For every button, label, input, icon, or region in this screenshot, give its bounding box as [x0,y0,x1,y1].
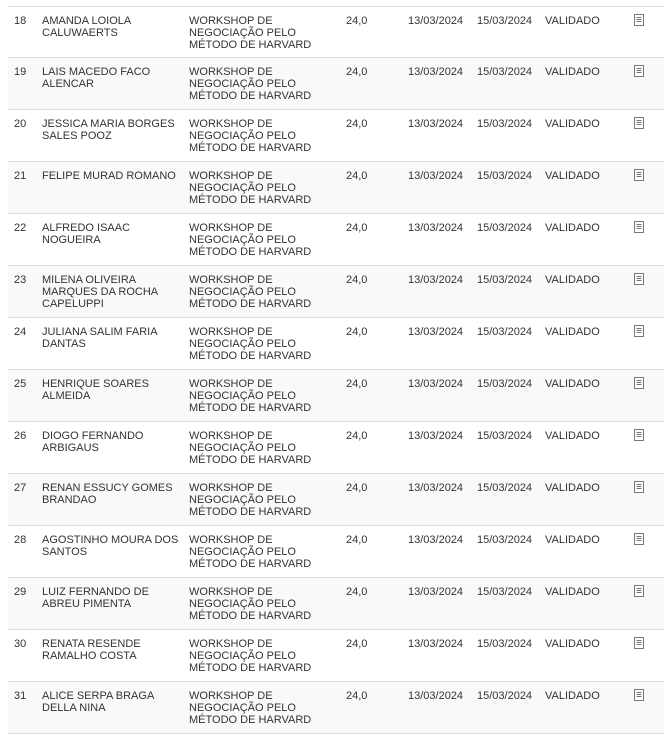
end-date: 15/03/2024 [477,586,533,598]
course-name: WORKSHOP DE NEGOCIAÇÃO PELO MÉTODO DE HARVARD [189,534,312,570]
participant-name: MILENA OLIVEIRA MARQUES DA ROCHA CAPELUPPI [42,274,158,310]
end-date: 15/03/2024 [477,690,533,702]
table-row [8,578,664,630]
table-row [8,682,664,734]
course-name: WORKSHOP DE NEGOCIAÇÃO PELO MÉTODO DE HARVARD [189,482,312,518]
course-name: WORKSHOP DE NEGOCIAÇÃO PELO MÉTODO DE HARVARD [189,690,312,726]
document-icon[interactable] [633,429,645,441]
document-icon[interactable] [633,585,645,597]
participant-name: FELIPE MURAD ROMANO [42,170,176,182]
course-name: WORKSHOP DE NEGOCIAÇÃO PELO MÉTODO DE HARVARD [189,378,312,414]
workload-hours: 24,0 [346,482,368,494]
participant-name: JESSICA MARIA BORGES SALES POOZ [42,118,175,142]
row-number: 30 [14,638,27,650]
workload-hours: 24,0 [346,15,368,27]
row-number: 29 [14,586,27,598]
workload-hours: 24,0 [346,586,368,598]
participant-name: AMANDA LOIOLA CALUWAERTS [42,15,131,39]
end-date: 15/03/2024 [477,378,533,390]
workload-hours: 24,0 [346,274,368,286]
document-icon[interactable] [633,689,645,701]
document-icon[interactable] [633,377,645,389]
start-date: 13/03/2024 [408,66,464,78]
document-icon[interactable] [633,273,645,285]
status-label: VALIDADO [545,170,600,182]
participant-name: LAIS MACEDO FACO ALENCAR [42,66,151,90]
row-number: 31 [14,690,27,702]
status-label: VALIDADO [545,66,600,78]
status-label: VALIDADO [545,378,600,390]
workload-hours: 24,0 [346,534,368,546]
course-name: WORKSHOP DE NEGOCIAÇÃO PELO MÉTODO DE HARVARD [189,66,312,102]
table-row [8,318,664,370]
status-label: VALIDADO [545,690,600,702]
status-label: VALIDADO [545,118,600,130]
document-icon[interactable] [633,325,645,337]
end-date: 15/03/2024 [477,118,533,130]
row-number: 27 [14,482,27,494]
course-name: WORKSHOP DE NEGOCIAÇÃO PELO MÉTODO DE HARVARD [189,274,312,310]
workload-hours: 24,0 [346,378,368,390]
workload-hours: 24,0 [346,118,368,130]
start-date: 13/03/2024 [408,326,464,338]
participants-table [8,6,664,734]
participant-name: LUIZ FERNANDO DE ABREU PIMENTA [42,586,149,610]
end-date: 15/03/2024 [477,222,533,234]
start-date: 13/03/2024 [408,638,464,650]
status-label: VALIDADO [545,638,600,650]
row-number: 20 [14,118,27,130]
table-row [8,630,664,682]
start-date: 13/03/2024 [408,170,464,182]
course-name: WORKSHOP DE NEGOCIAÇÃO PELO MÉTODO DE HARVARD [189,586,312,622]
start-date: 13/03/2024 [408,586,464,598]
start-date: 13/03/2024 [408,15,464,27]
end-date: 15/03/2024 [477,66,533,78]
table-row [8,474,664,526]
workload-hours: 24,0 [346,222,368,234]
course-name: WORKSHOP DE NEGOCIAÇÃO PELO MÉTODO DE HARVARD [189,326,312,362]
end-date: 15/03/2024 [477,15,533,27]
document-icon[interactable] [633,65,645,77]
document-icon[interactable] [633,169,645,181]
start-date: 13/03/2024 [408,534,464,546]
start-date: 13/03/2024 [408,118,464,130]
table-row [8,370,664,422]
participant-name: ALICE SERPA BRAGA DELLA NINA [42,690,154,714]
workload-hours: 24,0 [346,430,368,442]
document-icon[interactable] [633,637,645,649]
end-date: 15/03/2024 [477,170,533,182]
start-date: 13/03/2024 [408,690,464,702]
status-label: VALIDADO [545,222,600,234]
row-number: 22 [14,222,27,234]
document-icon[interactable] [633,533,645,545]
table-row [8,266,664,318]
course-name: WORKSHOP DE NEGOCIAÇÃO PELO MÉTODO DE HARVARD [189,15,312,51]
participant-name: JULIANA SALIM FARIA DANTAS [42,326,157,350]
start-date: 13/03/2024 [408,430,464,442]
table-row [8,422,664,474]
row-number: 28 [14,534,27,546]
end-date: 15/03/2024 [477,534,533,546]
status-label: VALIDADO [545,534,600,546]
table-row [8,58,664,110]
table-row [8,110,664,162]
participant-name: RENATA RESENDE RAMALHO COSTA [42,638,141,662]
row-number: 24 [14,326,27,338]
status-label: VALIDADO [545,430,600,442]
workload-hours: 24,0 [346,66,368,78]
participant-name: AGOSTINHO MOURA DOS SANTOS [42,534,179,558]
status-label: VALIDADO [545,15,600,27]
document-icon[interactable] [633,481,645,493]
course-name: WORKSHOP DE NEGOCIAÇÃO PELO MÉTODO DE HARVARD [189,170,312,206]
row-number: 26 [14,430,27,442]
participant-name: ALFREDO ISAAC NOGUEIRA [42,222,131,246]
course-name: WORKSHOP DE NEGOCIAÇÃO PELO MÉTODO DE HARVARD [189,222,312,258]
participant-name: DIOGO FERNANDO ARBIGAUS [42,430,144,454]
row-number: 25 [14,378,27,390]
end-date: 15/03/2024 [477,326,533,338]
table-row [8,7,664,58]
row-number: 18 [14,15,27,27]
start-date: 13/03/2024 [408,274,464,286]
status-label: VALIDADO [545,326,600,338]
document-icon[interactable] [633,14,645,26]
workload-hours: 24,0 [346,638,368,650]
end-date: 15/03/2024 [477,638,533,650]
course-name: WORKSHOP DE NEGOCIAÇÃO PELO MÉTODO DE HARVARD [189,430,312,466]
document-icon[interactable] [633,117,645,129]
row-number: 21 [14,170,27,182]
workload-hours: 24,0 [346,326,368,338]
table-row [8,162,664,214]
table-row [8,526,664,578]
document-icon[interactable] [633,221,645,233]
course-name: WORKSHOP DE NEGOCIAÇÃO PELO MÉTODO DE HARVARD [189,638,312,674]
status-label: VALIDADO [545,586,600,598]
table-row [8,214,664,266]
row-number: 23 [14,274,27,286]
start-date: 13/03/2024 [408,222,464,234]
participant-name: RENAN ESSUCY GOMES BRANDAO [42,482,173,506]
workload-hours: 24,0 [346,690,368,702]
start-date: 13/03/2024 [408,378,464,390]
end-date: 15/03/2024 [477,430,533,442]
status-label: VALIDADO [545,482,600,494]
row-number: 19 [14,66,27,78]
workload-hours: 24,0 [346,170,368,182]
course-name: WORKSHOP DE NEGOCIAÇÃO PELO MÉTODO DE HARVARD [189,118,312,154]
status-label: VALIDADO [545,274,600,286]
participant-name: HENRIQUE SOARES ALMEIDA [42,378,149,402]
start-date: 13/03/2024 [408,482,464,494]
end-date: 15/03/2024 [477,274,533,286]
end-date: 15/03/2024 [477,482,533,494]
